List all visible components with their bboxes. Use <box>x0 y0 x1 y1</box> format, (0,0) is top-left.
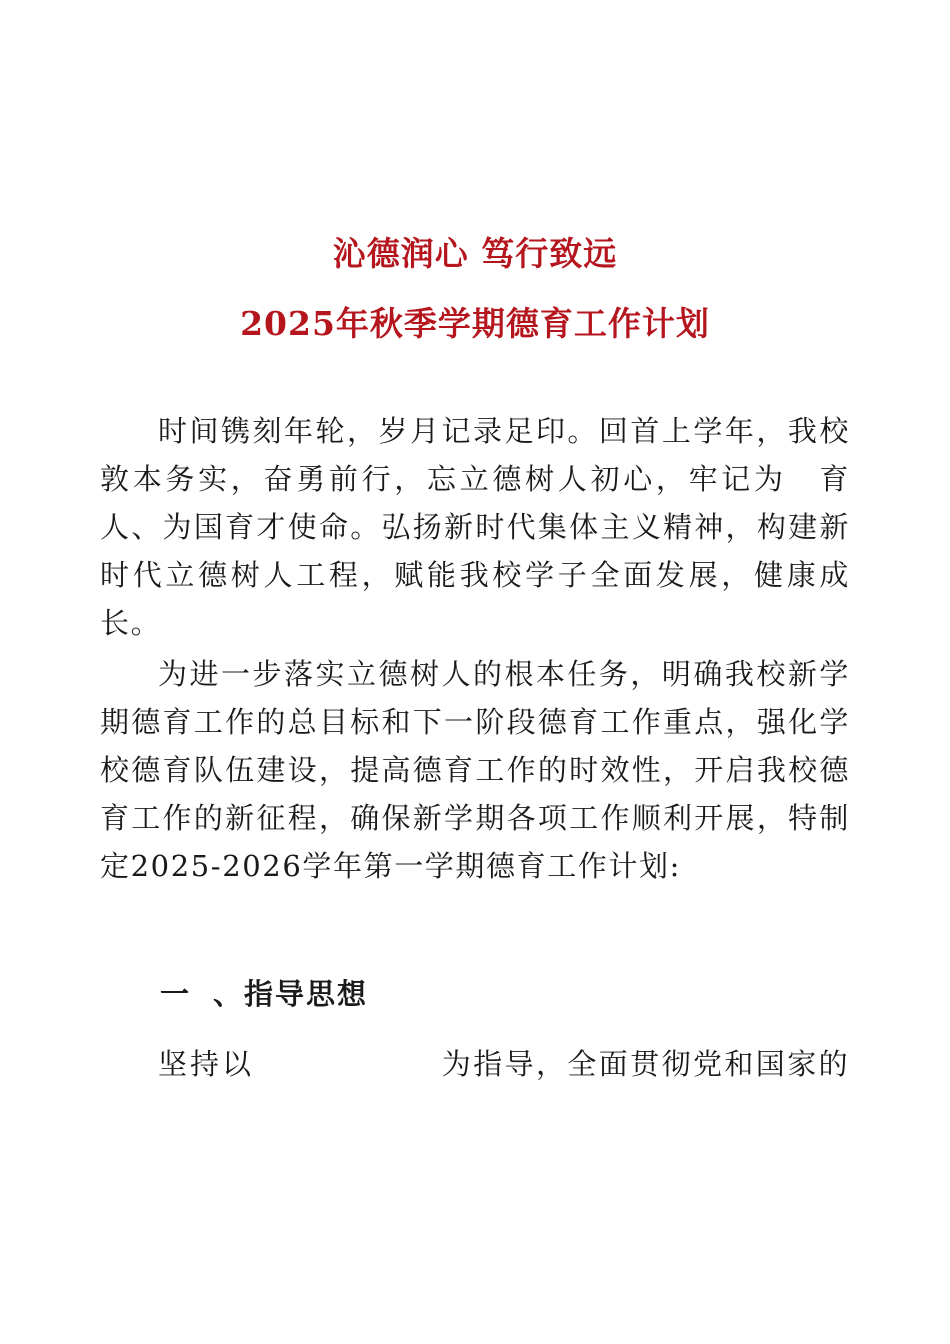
document-title-line-1: 沁德润心 笃行致远 <box>332 234 618 273</box>
section-number: 一 <box>160 977 192 1011</box>
purpose-paragraph: 为进一步落实立德树人的根本任务，明确我校新学期德育工作的总目标和下一阶段德育工作重点，强化学校德育队伍建设，提高德育工作的时效性，开启我校德育工作的新征程，确保新学期各项工作顺利开展，特制定2025-2026学年第一学期德育工作计划: <box>100 657 850 883</box>
intro-paragraph: 时间镌刻年轮，岁月记录足印。回首上学年，我校敦本务实，奋勇前行，忘立德树人初心，牢记为 育人、为国育才使命。弘扬新时代集体主义精神，构建新时代立德树人工程，赋能我校学子全面发展，健康成长。 <box>100 414 850 640</box>
section-title: 、指导思想 <box>213 977 369 1011</box>
section-body-tail: 为指导，全面贯彻党和国家的 <box>441 1047 850 1081</box>
document-title-line-2: 2025年秋季学期德育工作计划 <box>240 304 710 343</box>
section-heading-guiding-ideology <box>160 972 368 1016</box>
section-body-lead: 坚持以 <box>158 1047 255 1081</box>
